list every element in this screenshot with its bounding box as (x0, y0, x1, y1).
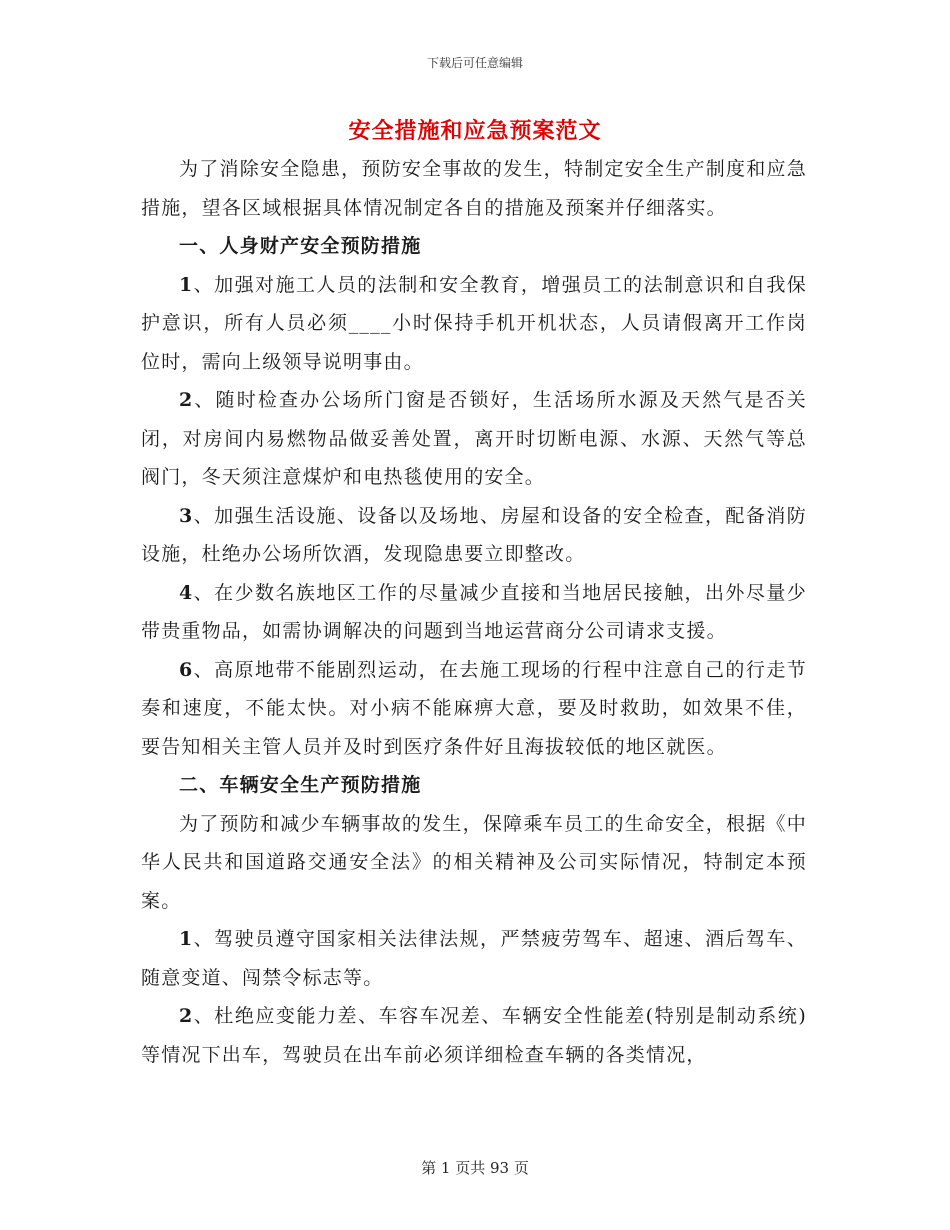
list-item (141, 920, 807, 997)
item-text: 、加强对施工人员的法制和安全教育，增强员工的法制意识和自我保护意识，所有人员必须____小时保持手机开机状态，人员请假离开工作岗位时，需向上级领导说明事由。 (141, 273, 807, 373)
page-footer: 第 1 页共 93 页 (421, 1159, 529, 1177)
intro-paragraph: 为了消除安全隐患，预防安全事故的发生，特制定安全生产制度和应急措施，望各区域根据具体情况制定各自的措施及预案并仔细落实。 (141, 158, 807, 219)
document-body (141, 150, 807, 1074)
section-intro-paragraph: 为了预防和减少车辆事故的发生，保障乘车员工的生命安全，根据《中华人民共和国道路交通安全法》的相关精神及公司实际情况，特制定本预案。 (141, 812, 807, 912)
item-number: 2 (179, 389, 194, 411)
list-item (141, 381, 807, 497)
item-text: 、驾驶员遵守国家相关法律法规，严禁疲劳驾车、超速、酒后驾车、随意变道、闯禁令标志等。 (141, 928, 807, 989)
list-item (141, 997, 807, 1074)
list-item (141, 651, 807, 767)
item-text: 、高原地带不能剧烈运动，在去施工现场的行程中注意自己的行走节奏和速度，不能太快。对小病不能麻痹大意，要及时救助，如效果不佳，要告知相关主管人员并及时到医疗条件好且海拔较低的地区就医。 (141, 658, 807, 758)
list-item (141, 497, 807, 574)
section-heading-vehicle-safety: 二、车辆安全生产预防措施 (179, 774, 422, 796)
item-text: 、杜绝应变能力差、车容车况差、车辆安全性能差(特别是制动系统)等情况下出车，驾驶员在出车前必须详细检查车辆的各类情况， (141, 1005, 807, 1066)
item-number: 6 (179, 658, 194, 681)
item-number: 2 (179, 1005, 194, 1027)
item-number: 3 (179, 504, 194, 527)
item-text: 、在少数名族地区工作的尽量减少直接和当地居民接触，出外尽量少带贵重物品，如需协调解决的问题到当地运营商分公司请求支援。 (141, 581, 807, 642)
item-number: 1 (179, 928, 194, 950)
header-note: 下载后可任意编辑 (426, 56, 523, 70)
list-item (141, 266, 807, 382)
document-title: 安全措施和应急预案范文 (348, 118, 602, 144)
section-heading-personal-safety: 一、人身财产安全预防措施 (179, 235, 422, 257)
list-item (141, 574, 807, 651)
item-text: 、随时检查办公场所门窗是否锁好，生活场所水源及天然气是否关闭，对房间内易燃物品做妥善处置，离开时切断电源、水源、天然气等总阀门，冬天须注意煤炉和电热毯使用的安全。 (141, 389, 807, 488)
item-number: 4 (179, 581, 194, 604)
item-text: 、加强生活设施、设备以及场地、房屋和设备的安全检查，配备消防设施，杜绝办公场所饮酒，发现隐患要立即整改。 (141, 504, 807, 565)
item-number: 1 (179, 273, 194, 296)
